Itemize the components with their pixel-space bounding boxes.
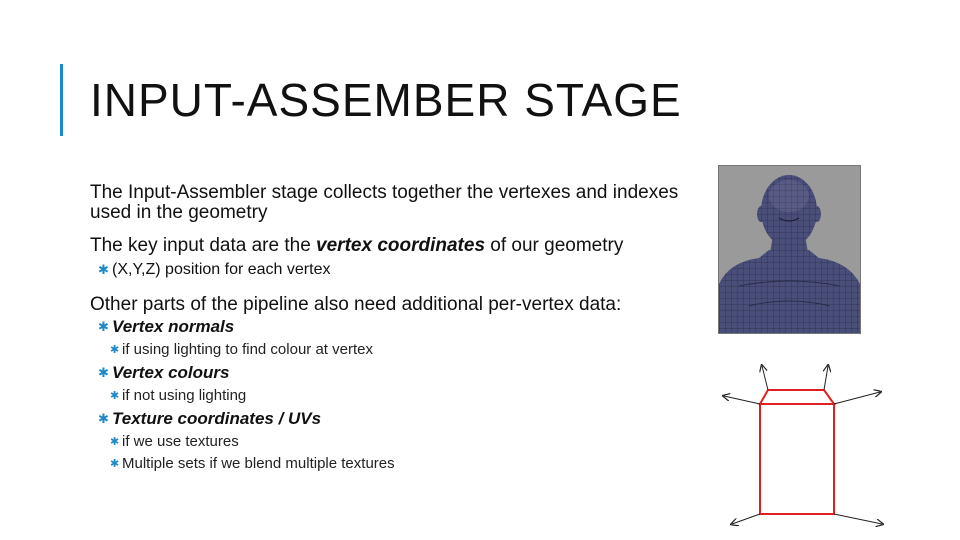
sub-item-text: Multiple sets if we blend multiple textures bbox=[122, 455, 395, 472]
sub-item bbox=[110, 453, 690, 475]
slide-title: INPUT-ASSEMBER STAGE bbox=[90, 74, 682, 126]
paragraph-2 bbox=[90, 236, 690, 256]
asterisk-bullet-icon: ✱ bbox=[110, 458, 120, 470]
asterisk-bullet-icon: ✱ bbox=[110, 344, 120, 356]
list-item-label: Vertex normals bbox=[112, 317, 235, 336]
asterisk-bullet-icon: ✱ bbox=[98, 319, 109, 334]
asterisk-bullet-icon: ✱ bbox=[98, 411, 109, 426]
list-item-vertex-colours bbox=[98, 361, 690, 385]
paragraph-2-text-b: of our geometry bbox=[485, 235, 624, 256]
title-accent-bar bbox=[60, 64, 63, 136]
sub-item-text: if using lighting to find colour at vertex bbox=[122, 341, 373, 358]
paragraph-3: Other parts of the pipeline also need additional per-vertex data: bbox=[90, 294, 622, 315]
slide-body bbox=[90, 183, 690, 475]
asterisk-bullet-icon: ✱ bbox=[110, 390, 120, 402]
bullet-position-text: (X,Y,Z) position for each vertex bbox=[112, 261, 331, 278]
sub-item bbox=[110, 385, 690, 407]
sub-item bbox=[110, 339, 690, 361]
paragraph-2-text-a: The key input data are the bbox=[90, 235, 317, 256]
vertex-normals-diagram bbox=[718, 358, 898, 528]
list-item-texture-coordinates bbox=[98, 407, 690, 431]
list-item-vertex-normals bbox=[98, 315, 690, 339]
asterisk-bullet-icon: ✱ bbox=[98, 262, 109, 277]
sub-item-text: if we use textures bbox=[122, 433, 239, 450]
wireframe-human-icon bbox=[719, 166, 860, 333]
vertex-normals-icon bbox=[718, 358, 898, 528]
paragraph-2-emphasis: vertex coordinates bbox=[316, 235, 486, 256]
list-item-label: Texture coordinates / UVs bbox=[112, 409, 322, 428]
wireframe-model-image bbox=[718, 165, 861, 334]
asterisk-bullet-icon: ✱ bbox=[98, 365, 109, 380]
bullet-position bbox=[98, 258, 690, 282]
list-item-label: Vertex colours bbox=[112, 363, 230, 382]
sub-item-text: if not using lighting bbox=[122, 387, 247, 404]
paragraph-1: The Input-Assembler stage collects together the vertexes and indexes used in the geometry bbox=[90, 182, 679, 223]
sub-item bbox=[110, 431, 690, 453]
asterisk-bullet-icon: ✱ bbox=[110, 436, 120, 448]
